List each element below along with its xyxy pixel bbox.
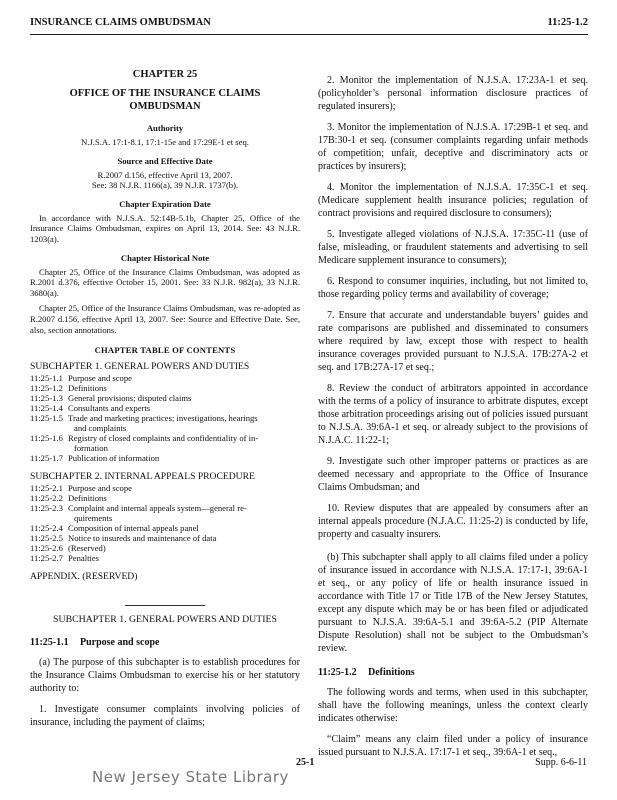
toc-entry-number: 11:25-2.1 <box>30 483 63 494</box>
toc-entry-number: 11:25-1.2 <box>30 383 63 394</box>
chapter-title-line-1: OFFICE OF THE INSURANCE CLAIMS <box>69 88 261 99</box>
toc-entry <box>30 453 300 463</box>
toc-entry-title-line-1: Purpose and scope <box>68 483 132 494</box>
toc-entry <box>30 523 300 533</box>
purpose-items-list <box>318 74 588 541</box>
purpose-item: 9. Investigate such other improper patterns or practices as are deemed necessary and appropriate to the Office of Insurance Claims Ombudsman; and <box>318 456 588 493</box>
toc-entry-number: 11:25-1.1 <box>30 373 63 384</box>
toc-entry-number: 11:25-2.7 <box>30 553 63 564</box>
toc-subchapter-1-list <box>30 373 300 463</box>
history-heading: Chapter Historical Note <box>120 252 210 263</box>
toc-entry-title <box>68 493 300 503</box>
left-column <box>30 68 300 729</box>
toc-entry-title-line-1: Definitions <box>68 383 107 394</box>
toc-entry <box>30 533 300 543</box>
toc-entry <box>30 503 300 523</box>
section-heading-1-2 <box>318 667 588 678</box>
toc-entry-title <box>68 413 300 433</box>
purpose-item: 3. Monitor the implementation of N.J.S.A. 17:29B-1 et seq. and 17B:30-1 et seq. (consumer complaints regarding unfair methods of competition; unfair, deceptive and discriminatory acts or practices by insurers); <box>318 122 588 172</box>
purpose-item: 6. Respond to consumer inquiries, including, but not limited to, those regarding policy terms and availability of coverage; <box>318 276 588 300</box>
toc-entry-title-line-2: and complaints <box>74 423 127 434</box>
running-header <box>30 17 588 31</box>
toc-entry <box>30 393 300 403</box>
toc-entry <box>30 483 300 493</box>
expiration-heading: Chapter Expiration Date <box>119 198 211 209</box>
toc-entry-title-line-1: Registry of closed complaints and confidentiality of in- <box>68 433 259 444</box>
toc-entry-number: 11:25-1.5 <box>30 413 63 424</box>
expiration-text: In accordance with N.J.S.A. 52:14B-5.1b, Chapter 25, Office of the Insurance Claims Ombudsman, expires on April 13, 2014. See: 43 N.J.R. 1203(a). <box>30 212 300 244</box>
source-heading: Source and Effective Date <box>117 155 213 166</box>
toc-appendix: APPENDIX. (RESERVED) <box>30 571 138 583</box>
toc-entry-title-line-1: Purpose and scope <box>68 373 132 384</box>
running-header-title: INSURANCE CLAIMS OMBUDSMAN <box>30 17 211 28</box>
toc-entry <box>30 433 300 453</box>
toc-entry-title-line-1: Composition of internal appeals panel <box>68 523 199 534</box>
section-1-2-intro: The following words and terms, when used in this subchapter, shall have the following meanings, unless the context clearly indicates otherwise: <box>318 687 588 724</box>
toc-entry-number: 11:25-2.6 <box>30 543 63 554</box>
toc-entry-number: 11:25-1.4 <box>30 403 63 414</box>
purpose-item: 5. Investigate alleged violations of N.J.S.A. 17:35C-11 (use of false, misleading, or fraudulent statements and advertising to sell Medicare supplement insurance to consumers); <box>318 229 588 266</box>
toc-entry-title <box>68 533 300 543</box>
toc-subchapter-2-list <box>30 483 300 563</box>
toc-entry <box>30 403 300 413</box>
toc-entry-title-line-1: Notice to insureds and maintenance of data <box>68 533 217 544</box>
toc-entry-title <box>68 373 300 383</box>
section-number: 11:25-1.1 <box>30 637 69 649</box>
toc-entry-number: 11:25-1.6 <box>30 433 63 444</box>
toc-subchapter-1-title: SUBCHAPTER 1. GENERAL POWERS AND DUTIES <box>30 361 250 373</box>
toc-entry <box>30 413 300 433</box>
toc-entry-title <box>68 453 300 463</box>
history-paragraph-1: Chapter 25, Office of the Insurance Claims Ombudsman, was adopted as R.2001 d.376, effective October 15, 2001. See: 33 N.J.R. 982(a), 33 N.J.R. 3680(a). <box>30 266 300 298</box>
toc-entry-number: 11:25-2.4 <box>30 523 63 534</box>
toc-entry-title-line-1: Penalties <box>68 553 100 564</box>
section-1-1-item-1: 1. Investigate consumer complaints involving policies of insurance, including the payment of claims; <box>30 704 300 729</box>
toc-entry-title <box>68 433 300 453</box>
toc-entry-title-line-1: (Reserved) <box>68 543 106 554</box>
toc-entry-title <box>68 523 300 533</box>
toc-entry-number: 11:25-2.2 <box>30 493 63 504</box>
chapter-number: CHAPTER 25 <box>132 69 198 80</box>
purpose-item: 2. Monitor the implementation of N.J.S.A. 17:23A-1 et seq. (policyholder’s personal information disclosure practices of regulated insurers); <box>318 75 588 112</box>
section-divider <box>125 605 205 606</box>
authority-heading: Authority <box>146 123 184 133</box>
definition-claim: “Claim” means any claim filed under a policy of insurance issued pursuant to N.J.S.A. 17:17-1 et seq., 39:6A-1 et seq., <box>318 734 588 758</box>
toc-entry-title-line-1: Publication of information <box>68 453 160 464</box>
chapter-title <box>30 87 300 113</box>
section-1-1-paragraph-b: (b) This subchapter shall apply to all claims filed under a policy of insurance issued in accordance with N.J.S.A. 17:17-1, 39:6A-1 et seq., or any policy of life or health insurance issued in accordance with Title 17 or Title 17B of the New Jersey Statutes, except any dispute which may be or has been filed or adjudicated pursuant to N.J.S.A. 39:6A-5.1 and 39:6A-5.2 (PIP Alternate Dispute Resolution) shall not be subject to the Ombudsman’s review. <box>318 552 588 654</box>
toc-entry-number: 11:25-2.5 <box>30 533 63 544</box>
section-number: 11:25-1.2 <box>318 667 357 678</box>
source-line-2: See: 38 N.J.R. 1166(a), 39 N.J.R. 1737(b). <box>91 180 239 191</box>
chapter-title-line-2: OMBUDSMAN <box>129 101 201 112</box>
toc-entry-number: 11:25-1.3 <box>30 393 63 404</box>
toc-entry-title-line-2: quirements <box>74 513 113 524</box>
toc-entry-title <box>68 393 300 403</box>
purpose-item: 8. Review the conduct of arbitrators appointed in accordance with the terms of a policy of insurance to arbitrate disputes, except those arbitration proceedings arising out of policies issued pursuant to N.J.S.A. 39:6A-1 et seq. or already subject to the provisions of N.J.A.C. 11:22-1; <box>318 383 588 446</box>
toc-entry-title <box>68 543 300 553</box>
toc-entry-title-line-1: Complaint and internal appeals system—general re- <box>68 503 247 514</box>
purpose-item: 10. Review disputes that are appealed by consumers after an internal appeals procedure (N.J.A.C. 11:25-2) is conducted by life, property and casualty insurers. <box>318 503 588 540</box>
toc-subchapter-2-title: SUBCHAPTER 2. INTERNAL APPEALS PROCEDURE <box>30 471 255 483</box>
right-column <box>318 74 588 759</box>
library-watermark: New Jersey State Library <box>92 768 289 786</box>
subchapter-1-heading: SUBCHAPTER 1. GENERAL POWERS AND DUTIES <box>53 614 277 626</box>
toc-entry-number: 11:25-2.3 <box>30 503 63 514</box>
page-number: 25-1 <box>296 757 315 768</box>
toc-entry <box>30 373 300 383</box>
section-title: Definitions <box>368 667 415 678</box>
toc-entry-title <box>68 403 300 413</box>
purpose-item: 4. Monitor the implementation of N.J.S.A. 17:35C-1 et seq. (Medicare supplement health insurance policies; regulation of contract provisions and required disclosure to consumers); <box>318 182 588 219</box>
toc-entry-title <box>68 503 300 523</box>
toc-entry-title-line-1: Consultants and experts <box>68 403 151 414</box>
source-line-1: R.2007 d.156, effective April 13, 2007. <box>97 169 233 180</box>
toc-entry-title <box>68 483 300 493</box>
section-title: Purpose and scope <box>80 637 160 649</box>
toc-entry <box>30 543 300 553</box>
toc-entry-title <box>68 383 300 393</box>
supplement-date: Supp. 6-6-11 <box>535 757 587 768</box>
toc-entry-number: 11:25-1.7 <box>30 453 63 464</box>
section-heading-1-1 <box>30 637 300 648</box>
toc-title: CHAPTER TABLE OF CONTENTS <box>94 345 236 356</box>
running-header-section: 11:25-1.2 <box>547 17 588 28</box>
authority-text: N.J.S.A. 17:1-8.1, 17:1-15e and 17:29E-1 et seq. <box>81 137 249 147</box>
header-rule <box>30 34 588 35</box>
toc-entry-title-line-1: Definitions <box>68 493 107 504</box>
toc-entry <box>30 383 300 393</box>
purpose-item: 7. Ensure that accurate and understandable buyers’ guides and rate comparisons are published and disseminated to consumers where required by law, except those with respect to health insurance coverages provided pursuant to N.J.S.A. 17B:27A-2 et seq. and 17B:27A-17 et seq.; <box>318 310 588 373</box>
toc-entry <box>30 493 300 503</box>
toc-entry <box>30 553 300 563</box>
toc-entry-title-line-1: General provisions; disputed claims <box>68 393 192 404</box>
history-paragraph-2: Chapter 25, Office of the Insurance Claims Ombudsman, was re-adopted as R.2007 d.156, effective April 13, 2007. See: Source and Effective Date. See, also, section annotations. <box>30 303 300 335</box>
section-1-1-paragraph-a: (a) The purpose of this subchapter is to establish procedures for the Insurance Claims Ombudsman to exercise his or her statutory authority to: <box>30 657 300 695</box>
toc-entry-title <box>68 553 300 563</box>
toc-entry-title-line-2: formation <box>74 443 108 454</box>
toc-entry-title-line-1: Trade and marketing practices; investigations, hearings <box>68 413 258 424</box>
